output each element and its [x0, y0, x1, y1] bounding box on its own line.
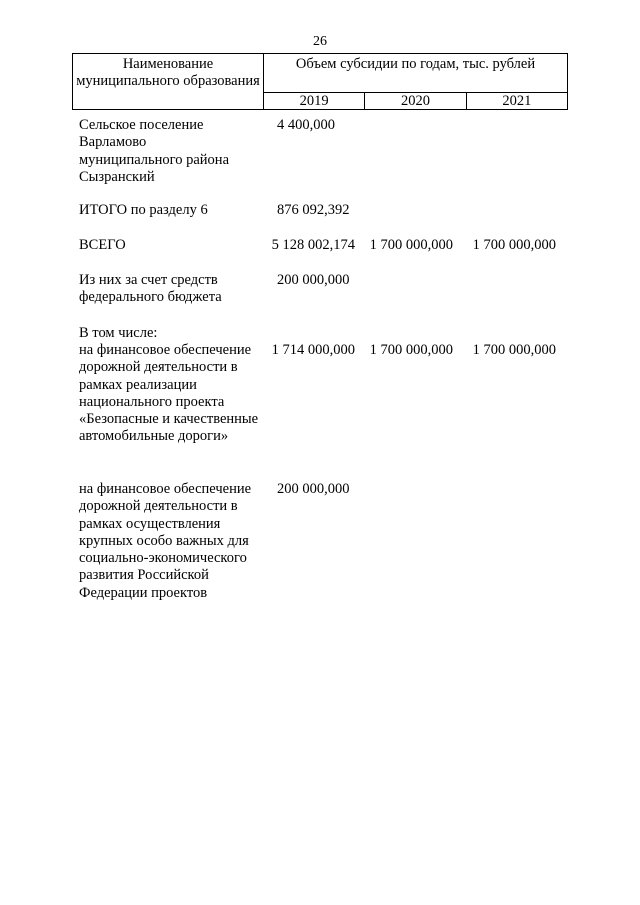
value-2021: 1 700 000,000 — [472, 237, 556, 253]
year-header-2019: 2019 — [264, 93, 365, 110]
value-2020: 1 700 000,000 — [369, 237, 453, 253]
table-header — [72, 53, 568, 110]
page-number: 26 — [313, 34, 327, 49]
value-2020: 1 700 000,000 — [369, 342, 453, 358]
value-2019: 4 400,000 — [277, 117, 335, 133]
value-2019: 200 000,000 — [277, 272, 350, 288]
value-2019: 1 714 000,000 — [271, 342, 355, 358]
value-2019: 876 092,392 — [277, 202, 350, 218]
row-label: В том числе: — [79, 325, 158, 341]
name-column-header: Наименование муниципального образования — [73, 54, 264, 110]
row-label: ИТОГО по разделу 6 — [79, 202, 208, 218]
row-label: Из них за счет средств федерального бюджета — [79, 272, 222, 306]
amount-column-header: Объем субсидии по годам, тыс. рублей — [264, 54, 568, 93]
row-label: Сельское поселение Варламово муниципального района Сызранский — [79, 117, 229, 185]
row-label: на финансовое обеспечение дорожной деятельности в рамках осуществления крупных особо важных для социально-экономического развития Российской Федерации проектов — [79, 481, 252, 601]
year-header-2021: 2021 — [466, 93, 567, 110]
value-2019: 5 128 002,174 — [271, 237, 355, 253]
row-label: на финансовое обеспечение дорожной деятельности в рамках реализации национального проекта «Безопасные и качественные автомобильные дороги» — [79, 342, 259, 445]
year-header-2020: 2020 — [365, 93, 466, 110]
value-2021: 1 700 000,000 — [472, 342, 556, 358]
row-label: ВСЕГО — [79, 237, 126, 253]
value-2019: 200 000,000 — [277, 481, 350, 497]
